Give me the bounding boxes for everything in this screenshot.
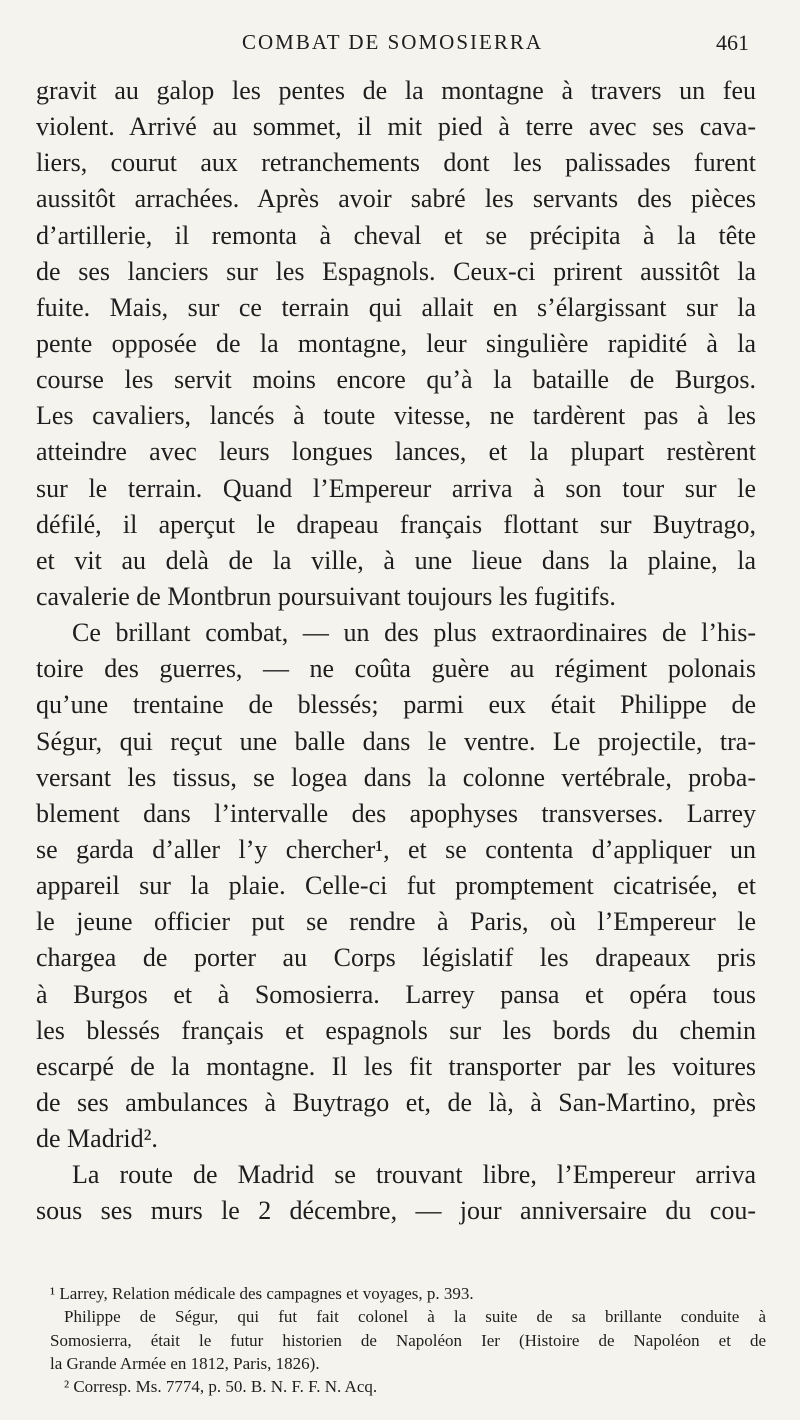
text-line: violent. Arrivé au sommet, il mit pied à terre avec ses cava- [36, 112, 756, 142]
text-line: liers, courut aux retranchements dont les palissades furent [36, 148, 756, 178]
text-line: aussitôt arrachées. Après avoir sabré les servants des pièces [36, 184, 756, 214]
text-line: atteindre avec leurs longues lances, et la plupart restèrent [36, 437, 756, 467]
footnote-line: ¹ Larrey, Relation médicale des campagnes et voyages, p. 393. [50, 1284, 474, 1303]
text-line: de Madrid². [36, 1124, 158, 1154]
text-line: pente opposée de la montagne, leur singulière rapidité à la [36, 328, 756, 358]
text-line: défilé, il aperçut le drapeau français flottant sur Buytrago, [36, 509, 756, 539]
text-line: qu’une trentaine de blessés; parmi eux était Philippe de [36, 690, 756, 720]
footnote-line: ² Corresp. Ms. 7774, p. 50. B. N. F. F. N. Acq. [64, 1377, 378, 1397]
footnotes [50, 1282, 766, 1398]
text-line: Ce brillant combat, — un des plus extraordinaires de l’his- [72, 618, 756, 648]
text-line: versant les tissus, se logea dans la colonne vertébrale, proba- [36, 762, 756, 792]
text-line: Ségur, qui reçut une balle dans le ventre. Le projectile, tra- [36, 726, 756, 756]
footnote-line: la Grande Armée en 1812, Paris, 1826). [50, 1353, 320, 1373]
text-line: le jeune officier put se rendre à Paris, où l’Empereur le [36, 907, 756, 937]
text-line: se garda d’aller l’y chercher¹, et se contenta d’appliquer un [36, 834, 756, 864]
body-text [36, 73, 756, 1230]
text-line: chargea de porter au Corps législatif les drapeaux pris [36, 943, 756, 973]
text-line: sur le terrain. Quand l’Empereur arriva à son tour sur le [36, 473, 756, 503]
text-line: toire des guerres, — ne coûta guère au régiment polonais [36, 654, 756, 684]
running-title: COMBAT DE SOMOSIERRA [242, 30, 543, 54]
text-line: appareil sur la plaie. Celle-ci fut promptement cicatrisée, et [36, 871, 756, 901]
text-line: course les servit moins encore qu’à la bataille de Burgos. [36, 365, 756, 395]
text-line: et vit au delà de la ville, à une lieue dans la plaine, la [36, 545, 756, 575]
text-line: sous ses murs le 2 décembre, — jour anniversaire du cou- [36, 1196, 756, 1226]
text-line: cavalerie de Montbrun poursuivant toujours les fugitifs. [36, 581, 616, 611]
footnote-line: Philippe de Ségur, qui fut fait colonel à la suite de sa brillante conduite à [64, 1307, 766, 1327]
text-line: fuite. Mais, sur ce terrain qui allait en s’élargissant sur la [36, 292, 756, 322]
text-line: les blessés français et espagnols sur les bords du chemin [36, 1015, 756, 1045]
text-line: Les cavaliers, lancés à toute vitesse, ne tardèrent pas à les [36, 401, 756, 431]
page-number: 461 [716, 30, 749, 55]
text-line: escarpé de la montagne. Il les fit transporter par les voitures [36, 1051, 756, 1081]
text-line: d’artillerie, il remonta à cheval et se précipita à la tête [36, 220, 756, 250]
text-line: gravit au galop les pentes de la montagne à travers un feu [36, 76, 756, 105]
text-line: de ses ambulances à Buytrago et, de là, à San-Martino, près [36, 1087, 756, 1117]
text-line: à Burgos et à Somosierra. Larrey pansa et opéra tous [36, 979, 756, 1009]
text-line: blement dans l’intervalle des apophyses transverses. Larrey [36, 798, 756, 828]
footnote-line: Somosierra, était le futur historien de Napoléon Ier (Histoire de Napoléon et de [50, 1330, 766, 1350]
running-head [0, 26, 800, 60]
text-line: de ses lanciers sur les Espagnols. Ceux-ci prirent aussitôt la [36, 256, 756, 286]
text-line: La route de Madrid se trouvant libre, l’Empereur arriva [72, 1160, 756, 1190]
